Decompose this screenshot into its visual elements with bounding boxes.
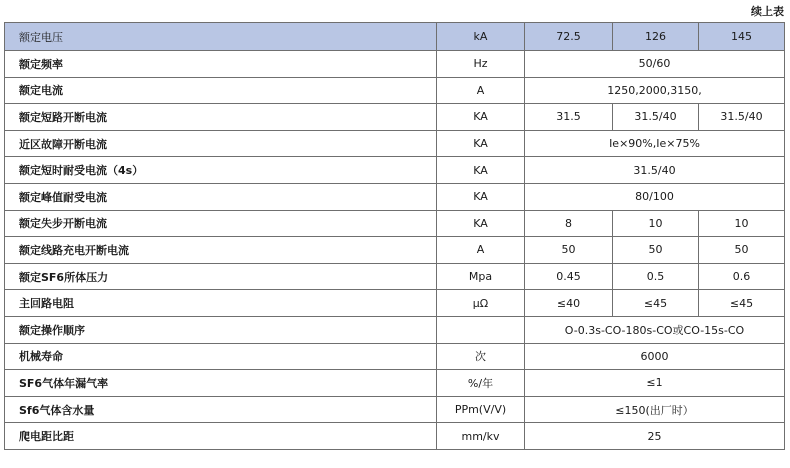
value-cell: 0.5 bbox=[613, 263, 699, 290]
table-row bbox=[5, 423, 785, 450]
value-cell: ≤45 bbox=[613, 290, 699, 317]
value-cell: 50 bbox=[613, 237, 699, 264]
param-cell: 主回路电阻 bbox=[5, 290, 437, 317]
value-cell: 50 bbox=[699, 237, 785, 264]
param-cell: 额定峰值耐受电流 bbox=[5, 183, 437, 210]
param-cell: 额定SF6所体压力 bbox=[5, 263, 437, 290]
unit-cell: A bbox=[437, 77, 525, 104]
continued-label: 续上表 bbox=[751, 5, 784, 18]
value-cell: 0.45 bbox=[525, 263, 613, 290]
param-cell: 近区故障开断电流 bbox=[5, 130, 437, 157]
header-unit-cell: kA bbox=[437, 23, 525, 51]
value-cell: 10 bbox=[699, 210, 785, 237]
param-cell: 额定频率 bbox=[5, 51, 437, 78]
merged-value-cell: 31.5/40 bbox=[525, 157, 785, 184]
param-cell: 额定失步开断电流 bbox=[5, 210, 437, 237]
value-cell: 31.5 bbox=[525, 104, 613, 131]
unit-cell: %/年 bbox=[437, 370, 525, 397]
merged-value-cell: ≤1 bbox=[525, 370, 785, 397]
param-cell: Sf6气体含水量 bbox=[5, 396, 437, 423]
param-cell: 额定电流 bbox=[5, 77, 437, 104]
header-voltage-cell: 126 bbox=[613, 23, 699, 51]
param-cell: 额定线路充电开断电流 bbox=[5, 237, 437, 264]
table-row bbox=[5, 343, 785, 370]
unit-cell: KA bbox=[437, 157, 525, 184]
value-cell: 10 bbox=[613, 210, 699, 237]
table-row bbox=[5, 370, 785, 397]
table-row bbox=[5, 396, 785, 423]
unit-cell: A bbox=[437, 237, 525, 264]
table-row bbox=[5, 290, 785, 317]
merged-value-cell: 1250,2000,3150, bbox=[525, 77, 785, 104]
table-row bbox=[5, 130, 785, 157]
unit-cell: KA bbox=[437, 183, 525, 210]
header-voltage-cell: 145 bbox=[699, 23, 785, 51]
value-cell: 31.5/40 bbox=[699, 104, 785, 131]
param-cell: 额定操作顺序 bbox=[5, 316, 437, 343]
unit-cell: PPm(V/V) bbox=[437, 396, 525, 423]
unit-cell: KA bbox=[437, 210, 525, 237]
param-cell: SF6气体年漏气率 bbox=[5, 370, 437, 397]
unit-cell: Mpa bbox=[437, 263, 525, 290]
header-voltage-cell: 72.5 bbox=[525, 23, 613, 51]
table-row bbox=[5, 316, 785, 343]
table-row bbox=[5, 157, 785, 184]
unit-cell: 次 bbox=[437, 343, 525, 370]
value-cell: 8 bbox=[525, 210, 613, 237]
value-cell: ≤45 bbox=[699, 290, 785, 317]
table-row bbox=[5, 77, 785, 104]
unit-cell: Hz bbox=[437, 51, 525, 78]
table-row bbox=[5, 263, 785, 290]
param-cell: 机械寿命 bbox=[5, 343, 437, 370]
table-row bbox=[5, 210, 785, 237]
value-cell: 0.6 bbox=[699, 263, 785, 290]
table-row bbox=[5, 237, 785, 264]
merged-value-cell: 6000 bbox=[525, 343, 785, 370]
param-cell: 爬电距比距 bbox=[5, 423, 437, 450]
unit-cell: μΩ bbox=[437, 290, 525, 317]
unit-cell: KA bbox=[437, 130, 525, 157]
param-cell: 额定短时耐受电流（4s） bbox=[5, 157, 437, 184]
merged-value-cell: 80/100 bbox=[525, 183, 785, 210]
value-cell: 31.5/40 bbox=[613, 104, 699, 131]
value-cell: ≤40 bbox=[525, 290, 613, 317]
value-cell: 50 bbox=[525, 237, 613, 264]
table-row bbox=[5, 51, 785, 78]
unit-cell: KA bbox=[437, 104, 525, 131]
merged-value-cell: ≤150(出厂时） bbox=[525, 396, 785, 423]
table-row bbox=[5, 183, 785, 210]
merged-value-cell: 25 bbox=[525, 423, 785, 450]
unit-cell: mm/kv bbox=[437, 423, 525, 450]
param-cell: 额定短路开断电流 bbox=[5, 104, 437, 131]
header-param-cell: 额定电压 bbox=[5, 23, 437, 51]
table-row bbox=[5, 104, 785, 131]
merged-value-cell: 50/60 bbox=[525, 51, 785, 78]
merged-value-cell: O-0.3s-CO-180s-CO或CO-15s-CO bbox=[525, 316, 785, 343]
unit-cell bbox=[437, 316, 525, 343]
table-header-row bbox=[5, 23, 785, 51]
merged-value-cell: Ie×90%,Ie×75% bbox=[525, 130, 785, 157]
spec-table bbox=[4, 22, 785, 450]
